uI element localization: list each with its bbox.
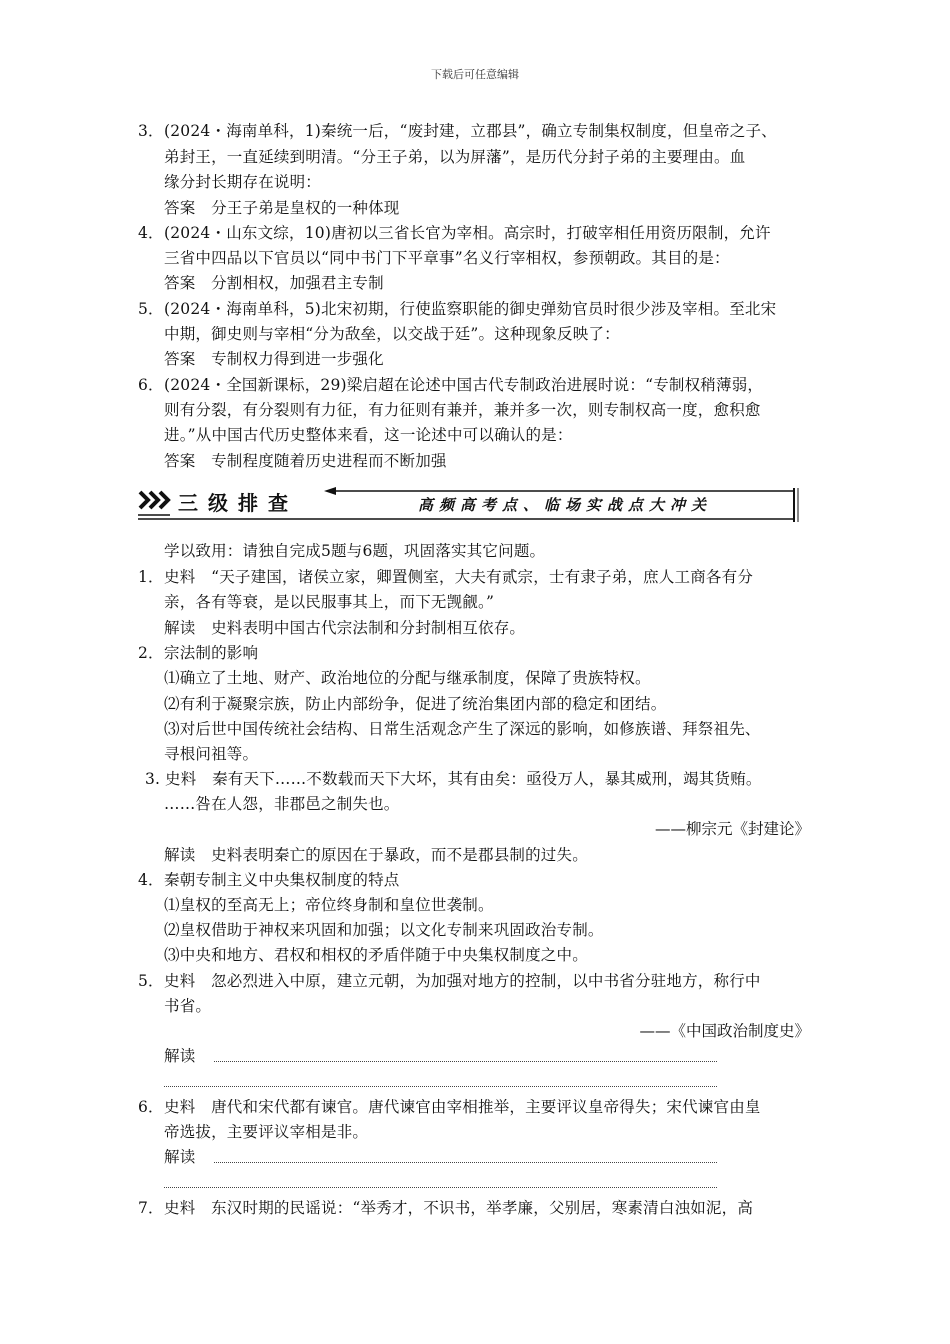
question-4-line-2: 三省中四品以下官员以“同中书门下平章事”名义行宰相权，参预朝政。其目的是：: [164, 249, 730, 267]
banner-title: 三级排查: [178, 491, 298, 515]
item-3-jiedu: 解读 史料表明秦亡的原因在于暴政，而不是郡县制的过失。: [164, 846, 588, 864]
banner-subtitle: 高频高考点、临场实战点大冲关: [418, 496, 713, 514]
question-6-line-2: 则有分裂，有分裂则有力征，有力征则有兼并，兼并多一次，则专制权高一度，愈积愈: [164, 401, 761, 419]
item-6: 6．史料 唐代和宋代都有谏官。唐代谏官由宰相推举，主要评议皇帝得失；宋代谏官由皇: [138, 1098, 761, 1116]
question-5-line-2: 中期，御史则与宰相“分为敌垒，以交战于廷”。这种现象反映了：: [164, 325, 620, 343]
item-5: 5．史料 忽必烈进入中原，建立元朝，为加强对地方的控制，以中书省分驻地方，称行中: [138, 972, 761, 990]
question-4-answer: 答案 分割相权，加强君主专制: [164, 274, 384, 292]
item-3-line-2: ……咎在人怨，非郡邑之制失也。: [164, 795, 400, 813]
question-3: 3．(2024・海南单科，1)秦统一后，“废封建，立郡县”，确立专制集权制度，但皇帝之子、: [138, 122, 777, 140]
item-6-line-2: 帝选拔，主要评议宰相是非。: [164, 1123, 369, 1141]
question-3-line-3: 缘分封长期存在说明：: [164, 173, 322, 191]
item-2-point-3: ⑶对后世中国传统社会结构、日常生活观念产生了深远的影响，如修族谱、拜祭祖先、: [164, 720, 761, 738]
item-4-point-3: ⑶中央和地方、君权和相权的矛盾伴随于中央集权制度之中。: [164, 946, 588, 964]
item-2-point-2: ⑵有利于凝聚宗族，防止内部纷争，促进了统治集团内部的稳定和团结。: [164, 695, 667, 713]
item-2-point-1: ⑴确立了土地、财产、政治地位的分配与继承制度，保障了贵族特权。: [164, 669, 651, 687]
question-5: 5．(2024・海南单科，5)北宋初期，行使监察职能的御史弹劾官员时很少涉及宰相。至北宋: [138, 300, 777, 318]
question-5-answer: 答案 专制权力得到进一步强化: [164, 350, 384, 368]
question-4: 4．(2024・山东文综，10)唐初以三省长官为宰相。高宗时，打破宰相任用资历限制，允许: [138, 224, 771, 242]
question-6: 6．(2024・全国新课标，29)梁启超在论述中国古代专制政治进展时说：“专制权稍薄弱，: [138, 376, 764, 394]
item-2-point-3-cont: 寻根问祖等。: [164, 745, 259, 763]
item-7: 7．史料 东汉时期的民谣说：“举秀才，不识书，举孝廉，父别居，寒素清白浊如泥，高: [138, 1199, 754, 1217]
item-3-source: ——柳宗元《封建论》: [654, 820, 810, 838]
item-4-point-2: ⑵皇权借助于神权来巩固和加强；以文化专制来巩固政治专制。: [164, 921, 604, 939]
item-1-jiedu: 解读 史料表明中国古代宗法制和分封制相互依存。: [164, 619, 526, 637]
question-3-answer: 答案 分王子弟是皇权的一种体现: [164, 199, 400, 217]
item-5-answer-line-2[interactable]: [164, 1086, 717, 1087]
item-4: 4．秦朝专制主义中央集权制度的特点: [138, 871, 400, 889]
item-2: 2．宗法制的影响: [138, 644, 259, 662]
item-4-point-1: ⑴皇权的至高无上；帝位终身制和皇位世袭制。: [164, 896, 494, 914]
question-3-line-2: 弟封王，一直延续到明清。“分王子弟，以为屏藩”，是历代分封子弟的主要理由。血: [164, 148, 746, 166]
item-6-answer-line-1[interactable]: [214, 1162, 717, 1163]
intro-text: 学以致用：请独自完成5题与6题，巩固落实其它问题。: [164, 542, 546, 560]
item-1: 1．史料 “天子建国，诸侯立家，卿置侧室，大夫有贰宗，士有隶子弟，庶人工商各有分: [138, 568, 754, 586]
question-6-answer: 答案 专制程度随着历史进程而不断加强: [164, 452, 447, 470]
item-6-jiedu-label: 解读: [164, 1148, 196, 1166]
header-note: 下载后可任意编辑: [431, 68, 519, 81]
question-6-line-3: 进。”从中国古代历史整体来看，这一论述中可以确认的是：: [164, 426, 573, 444]
section-banner: [138, 484, 800, 524]
item-1-line-2: 亲，各有等衰，是以民服事其上，而下无觊觎。”: [164, 593, 495, 611]
item-6-answer-line-2[interactable]: [164, 1187, 717, 1188]
item-5-answer-line-1[interactable]: [214, 1061, 717, 1062]
item-3: 3. 史料 秦有天下……不数载而天下大坏，其有由矣：亟役万人，暴其威刑，竭其货贿。: [145, 770, 762, 788]
item-5-source: ——《中国政治制度史》: [639, 1022, 810, 1040]
item-5-jiedu-label: 解读: [164, 1047, 196, 1065]
item-5-line-2: 书省。: [164, 997, 212, 1015]
